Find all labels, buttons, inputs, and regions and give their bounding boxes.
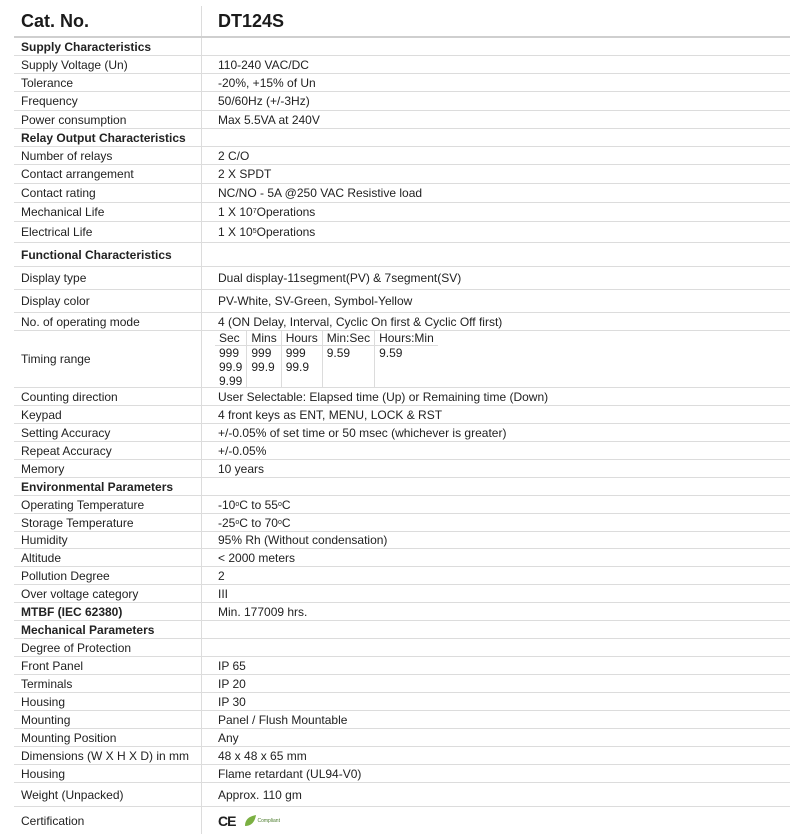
spec-value [202, 675, 790, 692]
spec-value [202, 147, 790, 164]
spec-value-text: Min. 177009 hrs. [218, 604, 308, 619]
spec-value [202, 56, 790, 73]
ce-mark-icon: CE [218, 812, 236, 829]
spec-label: Keypad [14, 406, 202, 423]
spec-value-text: 110-240 VAC/DC [218, 57, 309, 72]
section-title: Supply Characteristics [14, 38, 202, 55]
timing-range-table [215, 331, 438, 388]
spec-row [14, 92, 790, 111]
spec-value-text: 95% Rh (Without condensation) [218, 533, 388, 547]
spec-label: Pollution Degree [14, 567, 202, 584]
spec-value [202, 111, 790, 128]
spec-label: Contact rating [14, 184, 202, 202]
spec-value: -10 o C to 55 o C [218, 497, 291, 512]
spec-row [14, 603, 790, 621]
spec-value-text: Panel / Flush Mountable [218, 712, 348, 727]
spec-value-text: C to 55 [239, 497, 278, 512]
section-header-row [14, 129, 790, 147]
timing-column-values [375, 346, 438, 389]
cat-no-label: Cat. No. [14, 6, 202, 36]
spec-value-text: NC/NO - 5A @250 VAC Resistive load [218, 186, 423, 200]
spec-value [202, 92, 790, 110]
spec-label: Housing [14, 693, 202, 710]
timing-value: 99.9 [219, 360, 243, 374]
rohs-compliant-text: Compliant [257, 817, 280, 824]
spec-label: Supply Voltage (Un) [14, 56, 202, 73]
spec-value: -25 o C to 70 o C [218, 515, 291, 530]
spec-value-text: -20%, +15% of Un [218, 75, 316, 90]
spec-value-text: 1 X 10 [218, 205, 253, 219]
spec-value [202, 74, 790, 91]
spec-row [14, 74, 790, 92]
spec-value-text: 50/60Hz (+/-3Hz) [218, 94, 310, 108]
spec-value-text: 4 front keys as ENT, MENU, LOCK & RST [218, 407, 443, 422]
spec-label: Display type [14, 267, 202, 289]
timing-value: 9.59 [326, 346, 351, 360]
section-header-row [14, 478, 790, 496]
spec-row [14, 567, 790, 585]
spec-value-text: -25 [218, 515, 236, 530]
spec-label: Mounting [14, 711, 202, 728]
spec-label: Display color [14, 290, 202, 312]
spec-row [14, 783, 790, 807]
spec-value-text: IP 30 [218, 694, 246, 709]
spec-value [202, 765, 790, 782]
spec-label: No. of operating mode [14, 313, 202, 330]
spec-value-text: 4 (ON Delay, Interval, Cyclic On first & Cyclic Off first) [218, 314, 503, 329]
spec-row [14, 290, 790, 313]
spec-label: Humidity [14, 532, 202, 548]
spec-value [202, 585, 790, 602]
spec-label: Weight (Unpacked) [14, 783, 202, 806]
spec-value-text: +/-0.05% of set time or 50 msec (whichever is greater) [218, 425, 507, 440]
spec-value [202, 165, 790, 183]
spec-row [14, 585, 790, 603]
spec-value [202, 442, 790, 459]
spec-label: Number of relays [14, 147, 202, 164]
spec-row [14, 747, 790, 765]
spec-row [14, 711, 790, 729]
spec-label: Power consumption [14, 111, 202, 128]
timing-column-values [247, 346, 281, 389]
spec-value-text: III [218, 586, 229, 601]
section-header-row [14, 243, 790, 267]
spec-value [202, 783, 790, 806]
spec-value-text: C [281, 497, 291, 512]
spec-value [202, 388, 790, 405]
spec-row [14, 267, 790, 290]
spec-label: Degree of Protection [14, 639, 202, 656]
spec-value-text: 2 C/O [218, 148, 250, 163]
timing-column-header: Hours [281, 331, 322, 346]
spec-label: Storage Temperature [14, 514, 202, 531]
spec-value-text: IP 20 [218, 676, 246, 691]
spec-value: 1 X 10 7 Operations [218, 205, 316, 219]
spec-value [202, 129, 790, 146]
spec-value [202, 603, 790, 620]
spec-label: Setting Accuracy [14, 424, 202, 441]
timing-value: 9.99 [219, 374, 243, 388]
spec-row [14, 442, 790, 460]
spec-value [202, 657, 790, 674]
spec-label: Dimensions (W X H X D) in mm [14, 747, 202, 764]
spec-value-text: < 2000 meters [218, 550, 296, 565]
spec-label: Counting direction [14, 388, 202, 405]
spec-label: Contact arrangement [14, 165, 202, 183]
certification-label: Certification [14, 807, 202, 834]
spec-row [14, 514, 790, 532]
spec-row [14, 184, 790, 203]
timing-range-row [14, 331, 790, 388]
spec-value [202, 478, 790, 495]
spec-label: Front Panel [14, 657, 202, 674]
spec-row [14, 406, 790, 424]
timing-column-header: Sec [215, 331, 247, 346]
section-title: Mechanical Parameters [14, 621, 202, 638]
timing-value: 99.9 [285, 360, 310, 374]
spec-row [14, 496, 790, 514]
spec-row [14, 222, 790, 243]
section-title: Relay Output Characteristics [14, 129, 202, 146]
spec-value [202, 424, 790, 441]
spec-value-text: Approx. 110 gm [218, 787, 302, 802]
spec-value [202, 184, 790, 202]
spec-row [14, 388, 790, 406]
spec-value [202, 549, 790, 566]
spec-value [202, 621, 790, 638]
spec-value [202, 729, 790, 746]
spec-value [202, 693, 790, 710]
spec-value-text: +/-0.05% [218, 443, 267, 458]
spec-value [202, 267, 790, 289]
timing-column-values [281, 346, 322, 389]
spec-sheet [14, 6, 790, 834]
spec-row [14, 313, 790, 331]
spec-value [202, 460, 790, 477]
spec-value-text: PV-White, SV-Green, Symbol-Yellow [218, 294, 413, 308]
spec-label: Housing [14, 765, 202, 782]
spec-value-text: Max 5.5VA at 240V [218, 112, 320, 127]
spec-value [202, 243, 790, 266]
spec-value-text: 2 X SPDT [218, 167, 272, 181]
spec-label: Repeat Accuracy [14, 442, 202, 459]
spec-row [14, 165, 790, 184]
spec-label: Altitude [14, 549, 202, 566]
spec-row [14, 549, 790, 567]
spec-label: Terminals [14, 675, 202, 692]
timing-column-header: Mins [247, 331, 281, 346]
spec-value-text: Operations [256, 225, 316, 239]
spec-label: Over voltage category [14, 585, 202, 602]
spec-row [14, 56, 790, 74]
spec-value-text: -10 [218, 497, 236, 512]
section-title: Functional Characteristics [14, 243, 202, 266]
spec-value [202, 639, 790, 656]
spec-value-text: 1 X 10 [218, 225, 253, 239]
spec-label: Mechanical Life [14, 203, 202, 221]
spec-value-text: C [281, 515, 291, 530]
spec-label: Memory [14, 460, 202, 477]
timing-value: 99.9 [251, 360, 275, 374]
spec-value [202, 747, 790, 764]
spec-value [202, 290, 790, 312]
spec-label: Frequency [14, 92, 202, 110]
spec-label: MTBF (IEC 62380) [14, 603, 202, 620]
spec-row [14, 657, 790, 675]
spec-value [202, 711, 790, 728]
spec-row [14, 424, 790, 442]
timing-column-values [322, 346, 374, 389]
spec-row [14, 111, 790, 129]
timing-column-header: Min:Sec [322, 331, 374, 346]
spec-row [14, 675, 790, 693]
header-row [14, 6, 790, 38]
timing-column-values [215, 346, 247, 389]
spec-value-text: Operations [256, 205, 316, 219]
spec-value-text: IP 65 [218, 658, 246, 673]
section-title: Environmental Parameters [14, 478, 202, 495]
timing-value: 999 [285, 346, 306, 360]
spec-value-text: Dual display-11segment(PV) & 7segment(SV) [218, 271, 462, 285]
spec-value-text: 48 x 48 x 65 mm [218, 748, 307, 763]
spec-label: Tolerance [14, 74, 202, 91]
spec-value [202, 532, 790, 548]
spec-row [14, 693, 790, 711]
cat-no-value: DT124S [218, 11, 285, 31]
section-header-row [14, 621, 790, 639]
spec-row [14, 729, 790, 747]
spec-value [202, 406, 790, 423]
spec-value [202, 567, 790, 584]
spec-value-text: Flame retardant (UL94-V0) [218, 766, 362, 781]
spec-value [202, 313, 790, 330]
spec-value-text: 10 years [218, 461, 265, 476]
spec-value-text: C to 70 [239, 515, 278, 530]
spec-value [202, 38, 790, 55]
timing-value: 999 [251, 346, 272, 360]
spec-value: 1 X 10 5 Operations [218, 225, 316, 239]
spec-row [14, 460, 790, 478]
spec-label: Operating Temperature [14, 496, 202, 513]
certification-row [14, 807, 790, 834]
spec-row [14, 147, 790, 165]
spec-row [14, 532, 790, 549]
spec-label: Electrical Life [14, 222, 202, 242]
timing-range-label: Timing range [14, 331, 202, 387]
rohs-icon [243, 814, 280, 828]
spec-row [14, 639, 790, 657]
spec-row [14, 765, 790, 783]
timing-column-header: Hours:Min [375, 331, 438, 346]
spec-value-text: Any [218, 730, 239, 745]
timing-value: 9.59 [379, 346, 403, 360]
spec-label: Mounting Position [14, 729, 202, 746]
spec-value-text: 2 [218, 568, 225, 583]
spec-value-text: User Selectable: Elapsed time (Up) or Remaining time (Down) [218, 389, 549, 404]
section-header-row [14, 38, 790, 56]
timing-value: 999 [219, 346, 240, 360]
spec-row [14, 203, 790, 222]
